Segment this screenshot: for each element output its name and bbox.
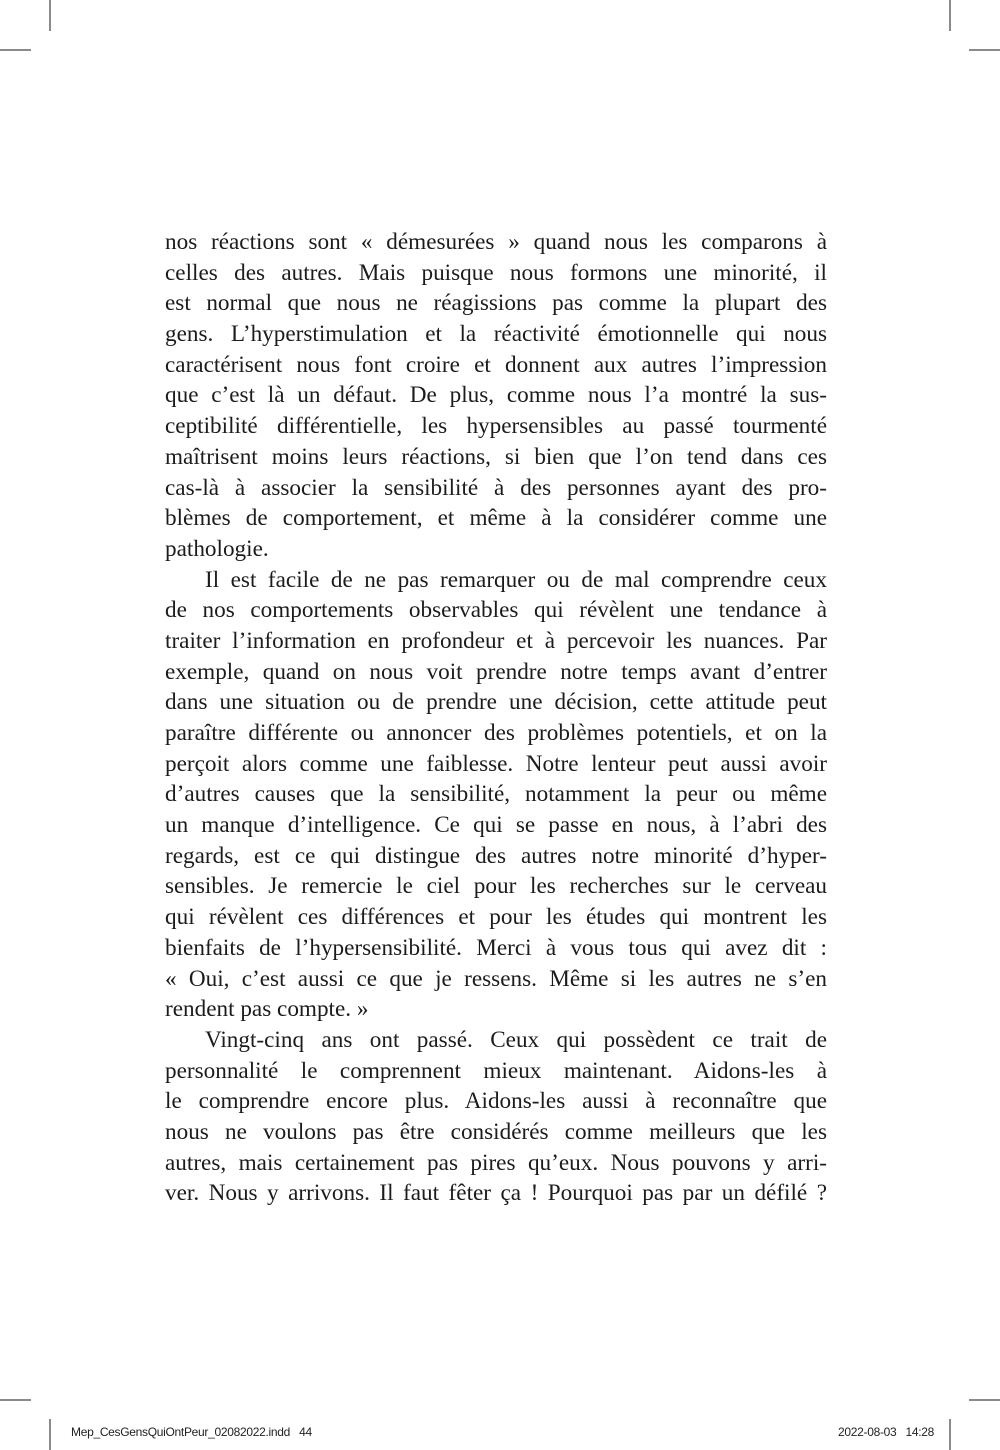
slug-date: 2022-08-03 (838, 1425, 897, 1439)
text-line: de nos comportements observables qui révèlent une tendance à (165, 597, 827, 624)
slug-time: 14:28 (905, 1425, 935, 1439)
text-line: personnalité le comprennent mieux maintenant. Aidons-les à (165, 1057, 827, 1084)
text-line: Il est facile de ne pas remarquer ou de mal comprendre ceux (205, 566, 827, 593)
text-line: exemple, quand on nous voit prendre notre temps avant d’entrer (165, 658, 827, 685)
text-line: maîtrisent moins leurs réactions, si bien que l’on tend dans ces (165, 443, 827, 470)
text-line: ceptibilité différentielle, les hypersensibles au passé tourmenté (165, 413, 827, 440)
slug-page-number: 44 (299, 1425, 312, 1439)
slug-filename-text: Mep_CesGensQuiOntPeur_02082022.indd (71, 1425, 290, 1439)
text-line: pathologie. (165, 535, 269, 562)
text-line: caractérisent nous font croire et donnent aux autres l’impression (165, 351, 827, 378)
text-line: celles des autres. Mais puisque nous formons une minorité, il (165, 259, 827, 286)
text-line: autres, mais certainement pas pires qu’eux. Nous pouvons y arri- (165, 1149, 827, 1176)
text-line: le comprendre encore plus. Aidons-les aussi à reconnaître que (165, 1088, 827, 1115)
crop-mark-top-left-vertical (49, 0, 51, 31)
crop-mark-bottom-right-vertical (949, 1419, 951, 1450)
text-line: paraître différente ou annoncer des problèmes potentiels, et on la (165, 720, 827, 746)
crop-mark-top-left-horizontal (0, 49, 31, 51)
text-line: gens. L’hyperstimulation et la réactivité émotionnelle qui nous (165, 321, 827, 348)
text-line: perçoit alors comme une faiblesse. Notre lenteur peut aussi avoir (165, 750, 827, 777)
text-line: nous ne voulons pas être considérés comme meilleurs que les (165, 1118, 827, 1145)
text-line: sensibles. Je remercie le ciel pour les recherches sur le cerveau (165, 873, 827, 900)
text-line: Vingt-cinq ans ont passé. Ceux qui possèdent ce trait de (205, 1026, 827, 1053)
text-line: ver. Nous y arrivons. Il faut fêter ça ! Pourquoi pas par un défilé ? (165, 1180, 827, 1207)
text-line: rendent pas compte. » (165, 996, 369, 1023)
text-line: d’autres causes que la sensibilité, notamment la peur ou même (165, 781, 827, 808)
text-line: que c’est là un défaut. De plus, comme nous l’a montré la sus- (165, 382, 827, 409)
crop-mark-bottom-left-horizontal (0, 1399, 31, 1401)
text-line: un manque d’intelligence. Ce qui se passe en nous, à l’abri des (165, 812, 827, 839)
crop-mark-bottom-right-horizontal (969, 1399, 1000, 1401)
body-text (165, 227, 827, 1209)
text-line: traiter l’information en profondeur et à percevoir les nuances. Par (165, 627, 827, 654)
crop-mark-top-right-horizontal (969, 49, 1000, 51)
text-line: blèmes de comportement, et même à la considérer comme une (165, 505, 827, 532)
text-line: regards, est ce qui distingue des autres notre minorité d’hyper- (165, 842, 827, 869)
text-line: bienfaits de l’hypersensibilité. Merci à vous tous qui avez dit : (165, 934, 827, 961)
text-line: est normal que nous ne réagissions pas comme la plupart des (165, 290, 827, 317)
text-line: cas-là à associer la sensibilité à des personnes ayant des pro- (165, 474, 827, 501)
text-line: « Oui, c’est aussi ce que je ressens. Même si les autres ne s’en (165, 965, 827, 992)
slug-filename (71, 1425, 312, 1439)
crop-mark-bottom-left-vertical (49, 1419, 51, 1450)
text-line: qui révèlent ces différences et pour les études qui montrent les (165, 904, 827, 931)
text-line: dans une situation ou de prendre une décision, cette attitude peut (165, 689, 827, 716)
slug-timestamp (838, 1425, 934, 1439)
text-line: nos réactions sont « démesurées » quand nous les comparons à (165, 229, 827, 255)
crop-mark-top-right-vertical (949, 0, 951, 31)
